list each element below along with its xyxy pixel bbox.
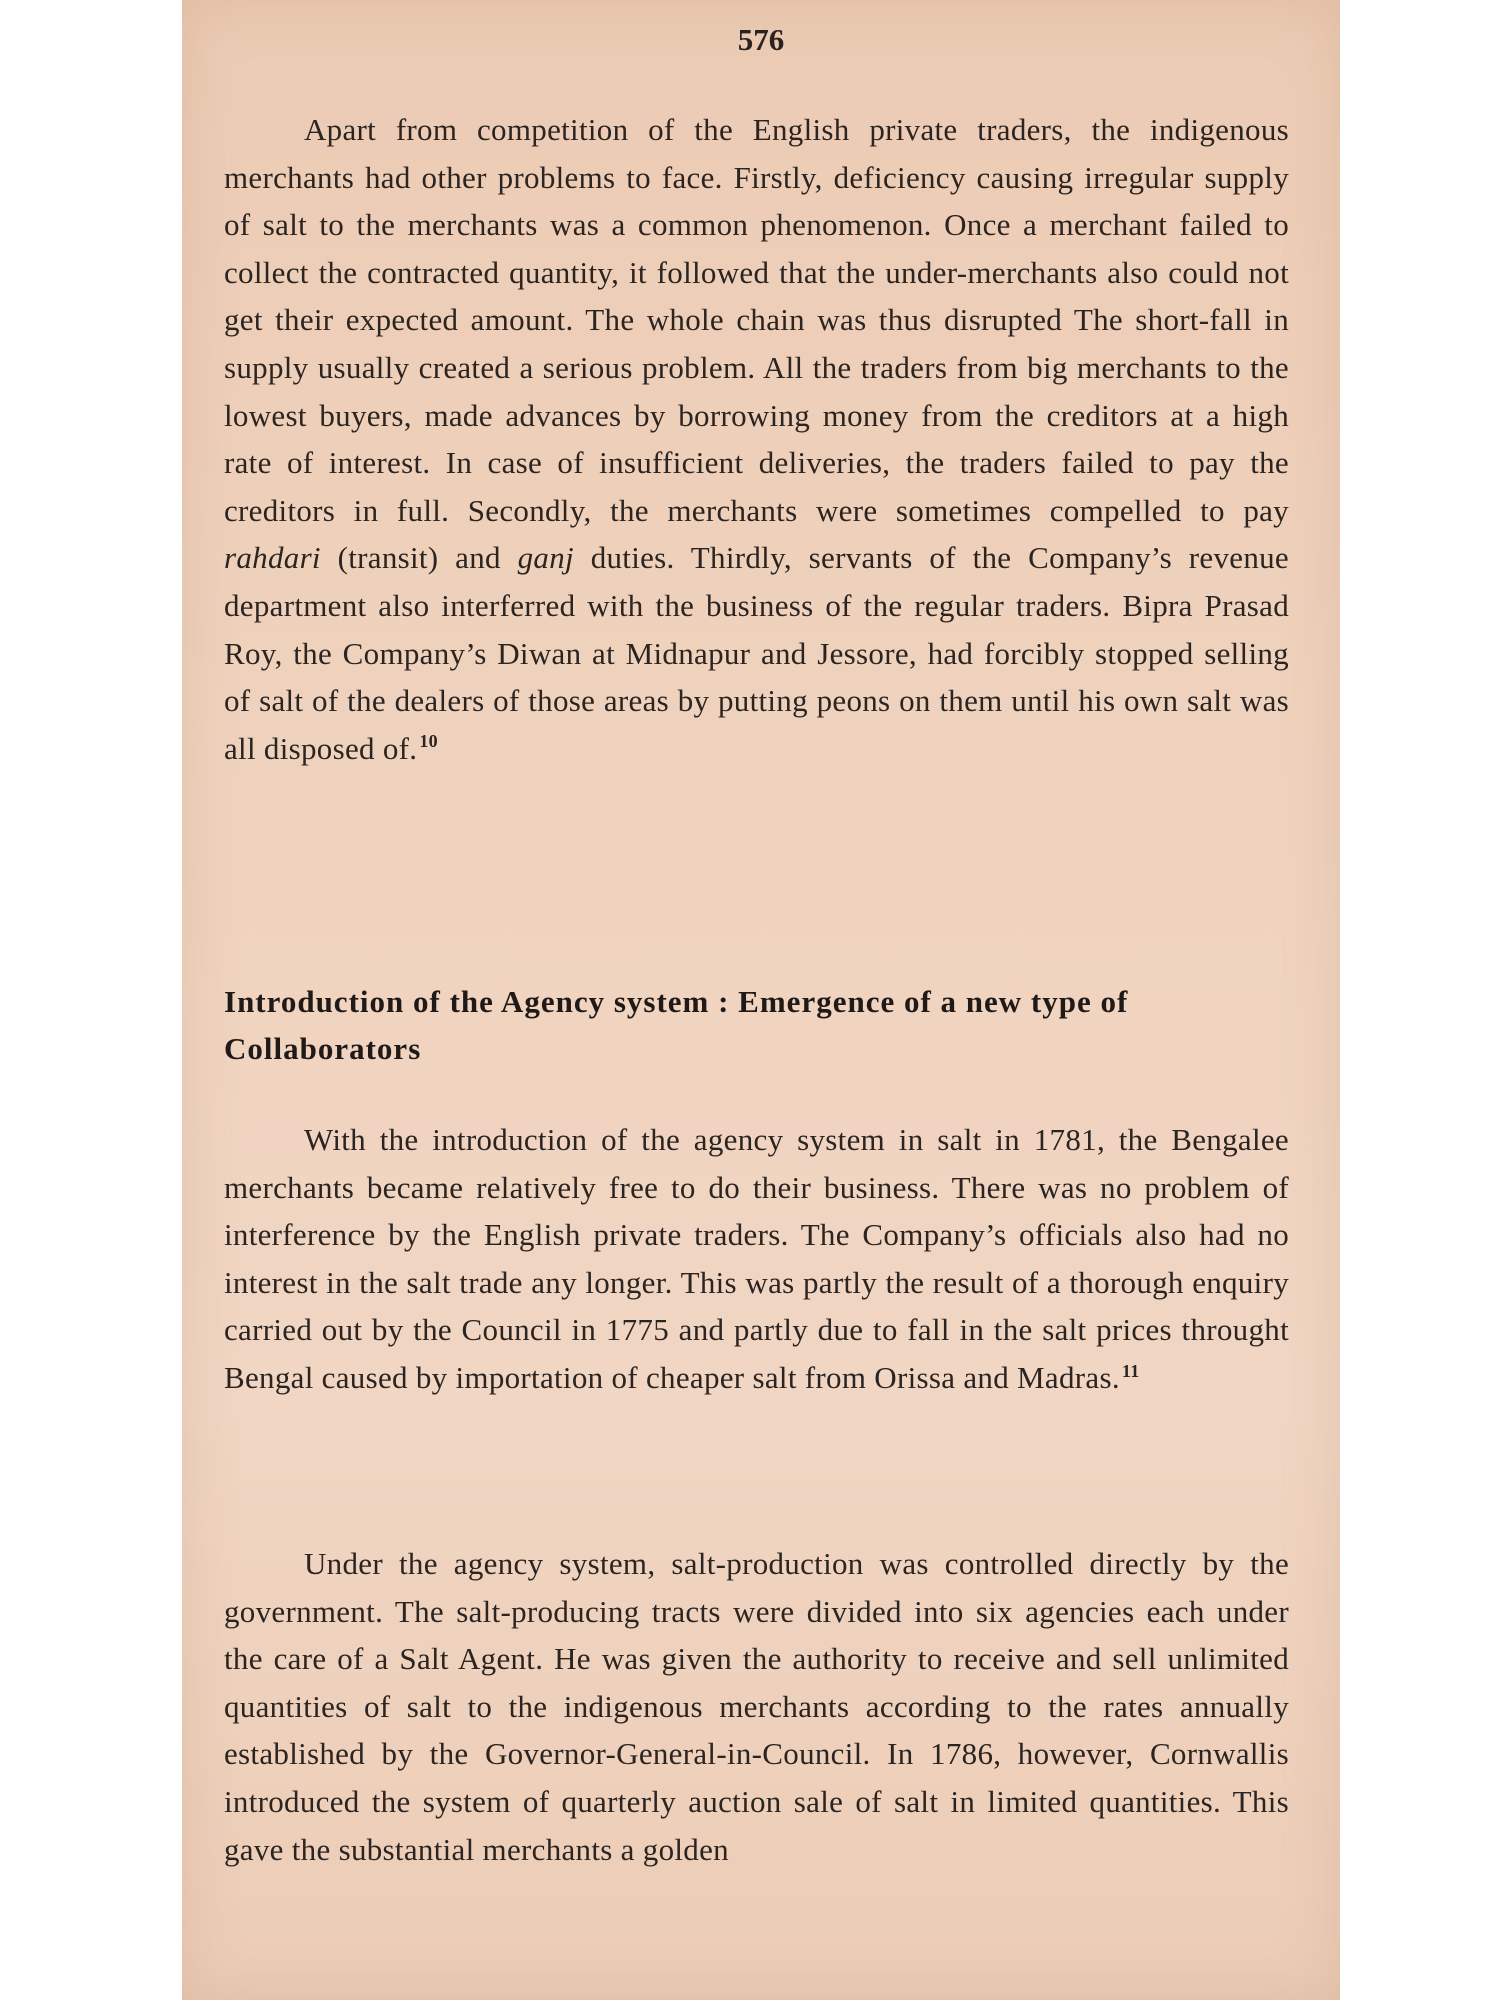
paragraph-agency-introduction <box>224 1116 1289 1402</box>
paragraph-text: Apart from competition of the English private traders, the indigenous merchants had other problems to face. Firstly, deficiency causing irregular supply of salt to the merchants was a common phenomenon. Once a merchant failed to collect the contracted quantity, it followed that the under-merchants also could not get their expected amount. The whole chain was thus disrupted The short-fall in supply usually created a serious problem. All the traders from big merchants to the lowest buyers, made advances by borrowing money from the creditors at a high rate of interest. In case of insufficient deliveries, the traders failed to pay the creditors in full. Secondly, the merchants were sometimes compelled to pay <box>224 112 1289 528</box>
paragraph-text: With the introduction of the agency system in salt in 1781, the Bengalee merchants became relatively free to do their business. There was no problem of interference by the English private traders. The Company’s officials also had no interest in the salt trade any longer. This was partly the result of a thorough enquiry carried out by the Council in 1775 and partly due to fall in the salt prices throught Bengal caused by importation of cheaper salt from Orissa and Madras. <box>224 1122 1289 1395</box>
paragraph-agency-system <box>224 1540 1289 1873</box>
footnote-marker: 11 <box>1121 1360 1140 1381</box>
page-number: 576 <box>737 22 785 57</box>
paragraph-competition <box>224 106 1289 772</box>
paragraph-text: (transit) and <box>320 540 518 576</box>
section-heading: Introduction of the Agency system : Emergence of a new type of Collaborators <box>224 984 1129 1066</box>
scanned-page <box>182 0 1340 2000</box>
paragraph-text: duties. Thirdly, servants of the Company’s revenue department also interferred with the business of the regular traders. Bipra Prasad Roy, the Company’s Diwan at Midnapur and Jessore, had forcibly stopped selling of salt of the dealers of those areas by putting peons on them until his own salt was all disposed of. <box>224 540 1289 766</box>
term-rahdari: rahdari <box>224 540 321 576</box>
paragraph-text: Under the agency system, salt-production was controlled directly by the government. The salt-producing tracts were divided into six agencies each under the care of a Salt Agent. He was given the authority to receive and sell unlimited quantities of salt to the indigenous merchants according to the rates annually established by the Governor-General-in-Council. In 1786, however, Cornwallis introduced the system of quarterly auction sale of salt in limited quantities. This gave the substantial merchants a golden <box>224 1546 1289 1867</box>
footnote-marker: 10 <box>419 731 438 752</box>
term-ganj: ganj <box>517 540 574 576</box>
